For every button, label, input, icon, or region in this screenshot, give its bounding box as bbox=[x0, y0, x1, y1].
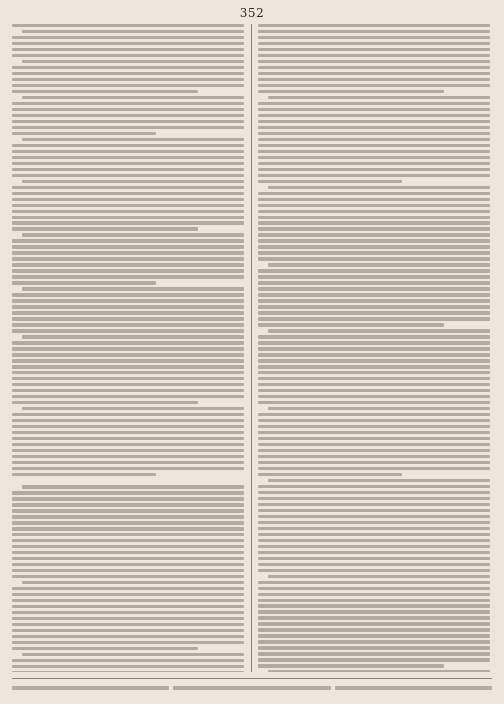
footer-rule bbox=[12, 678, 492, 679]
right-column bbox=[258, 24, 490, 672]
left-column bbox=[12, 24, 244, 672]
left-column-text-block-2 bbox=[12, 485, 244, 672]
column-divider bbox=[251, 24, 252, 672]
printer-imprint bbox=[12, 684, 492, 692]
left-column-text-block-1 bbox=[12, 24, 244, 476]
right-column-text-block-1 bbox=[258, 24, 490, 672]
page-number: 352 bbox=[239, 6, 265, 20]
